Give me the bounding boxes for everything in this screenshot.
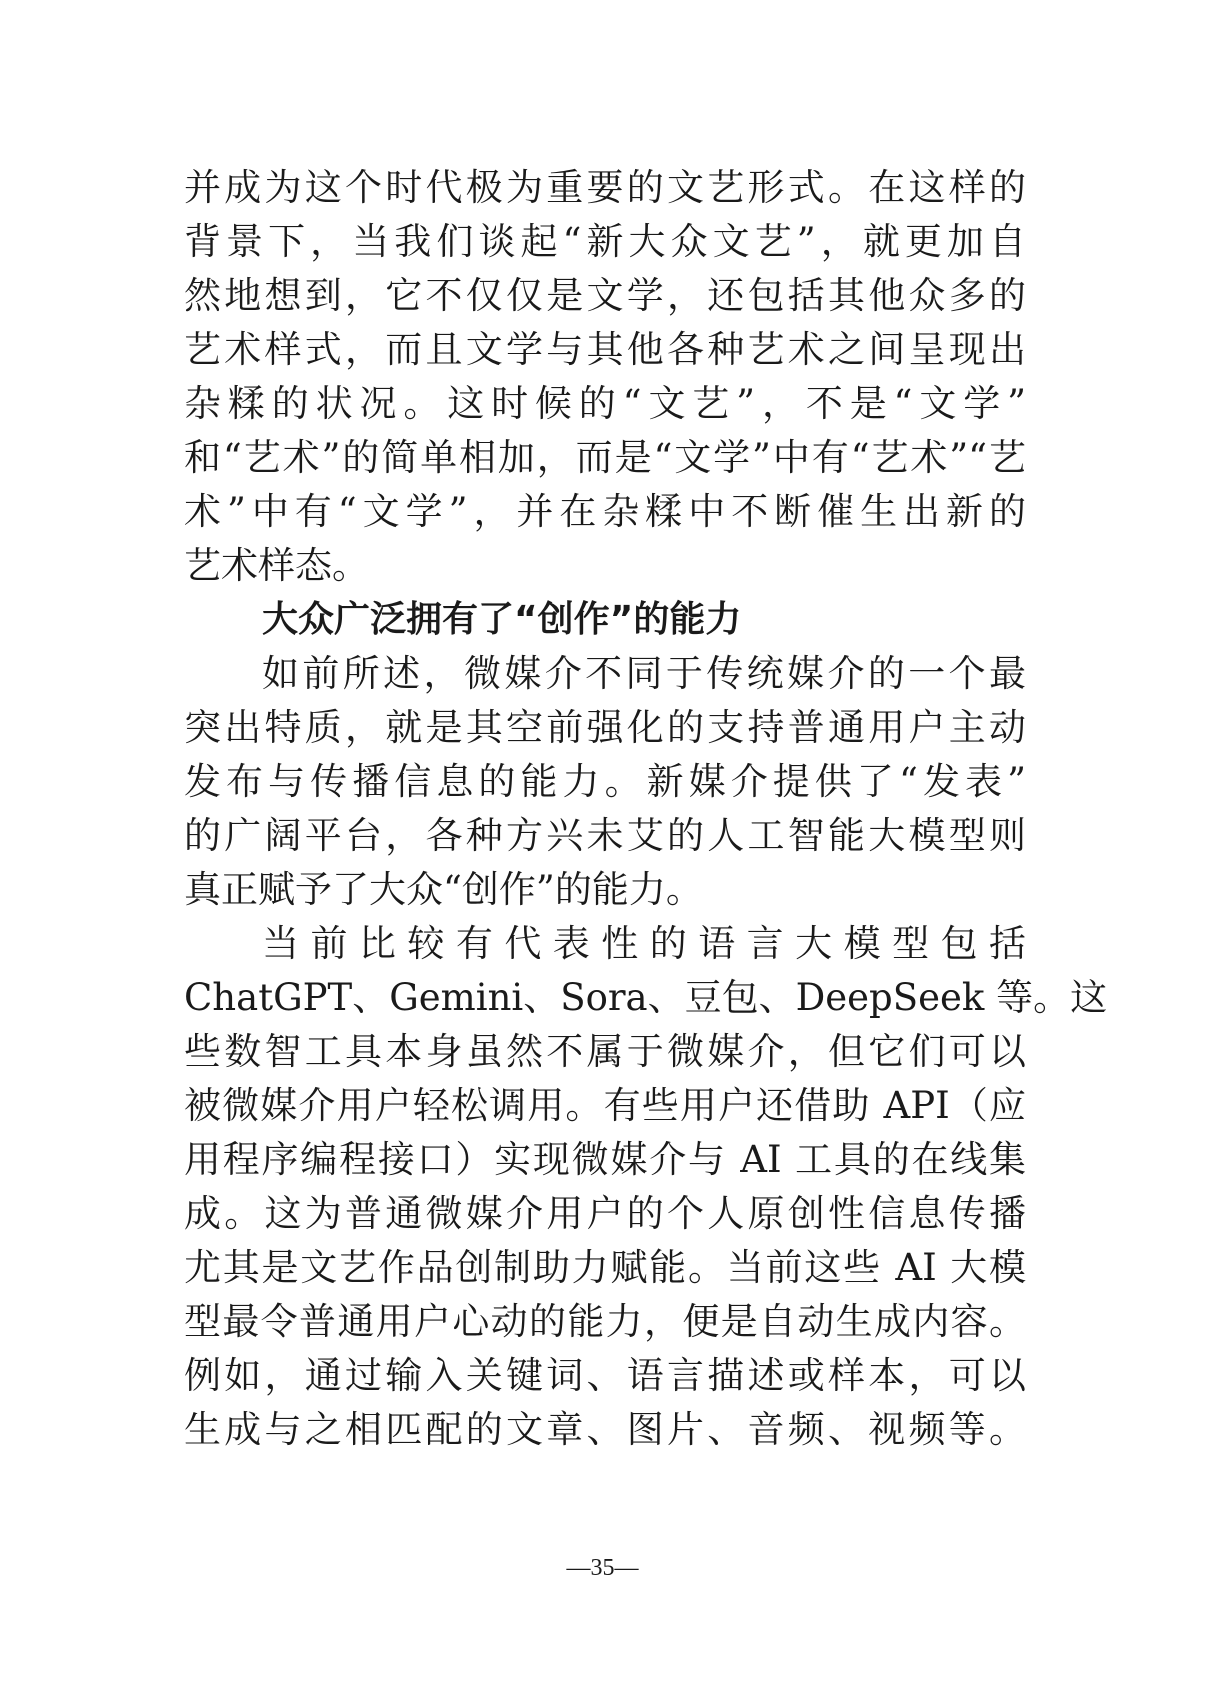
paragraph-line: 突出特质，就是其空前强化的支持普通用户主动 xyxy=(184,706,1026,749)
paragraph-line: 并成为这个时代极为重要的文艺形式。在这样的 xyxy=(184,166,1026,209)
paragraph-line: 成。这为普通微媒介用户的个人原创性信息传播 xyxy=(184,1192,1026,1235)
paragraph-line: 的广阔平台，各种方兴未艾的人工智能大模型则 xyxy=(184,814,1026,857)
paragraph-line: 真正赋予了大众“创作”的能力。 xyxy=(184,868,703,911)
paragraph-line: 生成与之相匹配的文章、图片、音频、视频等。 xyxy=(184,1408,1026,1451)
paragraph-line: 被微媒介用户轻松调用。有些用户还借助 API（应 xyxy=(184,1084,1026,1127)
paragraph-line: 尤其是文艺作品创制助力赋能。当前这些 AI 大模 xyxy=(184,1246,1026,1289)
paragraph-line: 背景下，当我们谈起“新大众文艺”，就更加自 xyxy=(184,220,1026,263)
page-number: —35— xyxy=(566,1555,639,1581)
paragraph-line: 型最令普通用户心动的能力，便是自动生成内容。 xyxy=(184,1300,1026,1343)
paragraph-line: ChatGPT、Gemini、Sora、豆包、DeepSeek 等。这 xyxy=(184,976,1108,1019)
paragraph-line: 艺术样态。 xyxy=(184,544,369,587)
paragraph-line: 然地想到，它不仅仅是文学，还包括其他众多的 xyxy=(184,274,1026,317)
section-heading: 大众广泛拥有了“创作”的能力 xyxy=(262,599,742,640)
paragraph-line: 艺术样式，而且文学与其他各种艺术之间呈现出 xyxy=(184,328,1026,371)
paragraph-line: 例如，通过输入关键词、语言描述或样本，可以 xyxy=(184,1354,1026,1397)
paragraph-line: 发布与传播信息的能力。新媒介提供了“发表” xyxy=(184,760,1026,803)
paragraph-line: 和“艺术”的简单相加，而是“文学”中有“艺术”“艺 xyxy=(184,436,1026,479)
paragraph-line: 用程序编程接口）实现微媒介与 AI 工具的在线集 xyxy=(184,1138,1026,1181)
paragraph-line: 些数智工具本身虽然不属于微媒介，但它们可以 xyxy=(184,1030,1026,1073)
paragraph-line: 术”中有“文学”，并在杂糅中不断催生出新的 xyxy=(184,490,1026,533)
paragraph-line: 当前比较有代表性的语言大模型包括 xyxy=(262,922,1026,965)
paragraph-line: 如前所述，微媒介不同于传统媒介的一个最 xyxy=(262,652,1026,695)
paragraph-line: 杂糅的状况。这时候的“文艺”，不是“文学” xyxy=(184,382,1026,425)
